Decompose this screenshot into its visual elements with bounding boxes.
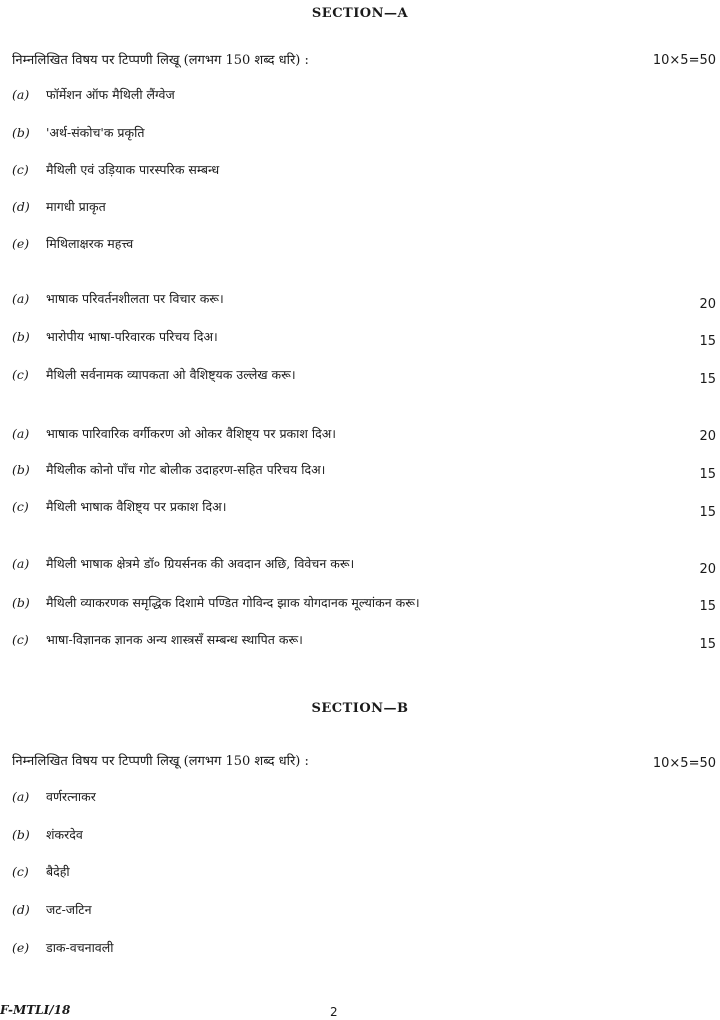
item-text: मैथिली एवं उड़ियाक पारस्परिक सम्बन्ध	[46, 162, 220, 177]
item-label: (d)	[12, 902, 30, 917]
q3-item-a	[12, 425, 712, 442]
q3-b-marks: 15	[699, 467, 716, 482]
item-text: फॉर्मेशन ऑफ मैथिली लैंग्वेज	[46, 87, 175, 102]
q5-marks: 10×5=50	[652, 756, 716, 771]
q2-item-a	[12, 290, 712, 307]
q3-item-c	[12, 498, 712, 515]
q4-c-marks: 15	[699, 637, 716, 652]
section-b-title: SECTION—B	[311, 701, 409, 716]
item-text: भारोपीय भाषा-परिवारक परिचय दिअ।	[46, 329, 218, 344]
item-label: (d)	[12, 199, 30, 214]
q4-a-marks: 20	[699, 562, 716, 577]
item-text: जट-जटिन	[46, 902, 92, 917]
item-text: मैथिली सर्वनामक व्यापकता ओ वैशिष्ट्यक उल्लेख करू।	[46, 367, 296, 382]
item-label: (c)	[12, 162, 29, 177]
q2-item-b	[12, 328, 712, 345]
q1-item-a	[12, 86, 712, 103]
item-label: (c)	[12, 632, 29, 647]
q5-item-c	[12, 863, 712, 880]
item-text: मैथिलीक कोनो पाँच गोट बोलीक उदाहरण-सहित परिचय दिअ।	[46, 462, 326, 477]
item-label: (b)	[12, 125, 30, 140]
q5-item-d	[12, 901, 712, 918]
q4-item-c	[12, 631, 712, 648]
item-label: (b)	[12, 827, 30, 842]
item-label: (a)	[12, 789, 30, 804]
q3-a-marks: 20	[699, 429, 716, 444]
item-label: (e)	[12, 940, 30, 955]
q1-item-c	[12, 161, 712, 178]
item-text: बैदेही	[46, 864, 70, 879]
q5-item-b	[12, 826, 712, 843]
item-text: मैथिली भाषाक क्षेत्रमे डॉ० ग्रियर्सनक की अवदान अछि, विवेचन करू।	[46, 556, 355, 571]
q2-c-marks: 15	[699, 372, 716, 387]
q1-item-d	[12, 198, 712, 215]
item-text: मागधी प्राकृत	[46, 199, 106, 214]
item-label: (b)	[12, 462, 30, 477]
item-text: शंकरदेव	[46, 827, 83, 842]
item-label: (a)	[12, 426, 30, 441]
item-label: (a)	[12, 291, 30, 306]
item-label: (c)	[12, 499, 29, 514]
item-text: वर्णरत्नाकर	[46, 789, 96, 804]
item-label: (a)	[12, 87, 30, 102]
q5-item-a	[12, 788, 712, 805]
q1-instruction: निम्नलिखित विषय पर टिप्पणी लिखू (लगभग 150 शब्द धरि) :	[12, 53, 309, 68]
q2-b-marks: 15	[699, 334, 716, 349]
q2-a-marks: 20	[699, 297, 716, 312]
q1-item-b	[12, 124, 712, 141]
q5-instruction: निम्नलिखित विषय पर टिप्पणी लिखू (लगभग 150 शब्द धरि) :	[12, 754, 309, 769]
item-text: मैथिली भाषाक वैशिष्ट्य पर प्रकाश दिअ।	[46, 499, 227, 514]
q5-item-e	[12, 939, 712, 956]
item-label: (c)	[12, 367, 29, 382]
q2-item-c	[12, 366, 712, 383]
item-label: (b)	[12, 595, 30, 610]
item-text: मिथिलाक्षरक महत्त्व	[46, 236, 134, 251]
q4-item-a	[12, 555, 712, 572]
item-label: (c)	[12, 864, 29, 879]
q1-item-e	[12, 235, 712, 252]
item-text: मैथिली व्याकरणक समृद्धिक दिशामे पण्डित गोविन्द झाक योगदानक मूल्यांकन करू।	[46, 595, 420, 610]
item-label: (a)	[12, 556, 30, 571]
q3-item-b	[12, 461, 712, 478]
item-text: भाषाक परिवर्तनशीलता पर विचार करू।	[46, 291, 224, 306]
page-number: 2	[330, 1005, 338, 1019]
item-text: भाषाक पारिवारिक वर्गीकरण ओ ओकर वैशिष्ट्य पर प्रकाश दिअ।	[46, 426, 337, 441]
q3-c-marks: 15	[699, 505, 716, 520]
item-text: 'अर्थ-संकोच'क प्रकृति	[46, 125, 145, 140]
q1-marks: 10×5=50	[652, 53, 716, 68]
item-text: डाक-वचनावली	[46, 940, 114, 955]
paper-code: F-MTLI/18	[0, 1003, 71, 1017]
item-label: (b)	[12, 329, 30, 344]
item-text: भाषा-विज्ञानक ज्ञानक अन्य शास्त्रसँ सम्बन्ध स्थापित करू।	[46, 632, 303, 647]
item-label: (e)	[12, 236, 30, 251]
section-a-title: SECTION—A	[311, 6, 409, 21]
q4-item-b	[12, 594, 712, 611]
q4-b-marks: 15	[699, 599, 716, 614]
